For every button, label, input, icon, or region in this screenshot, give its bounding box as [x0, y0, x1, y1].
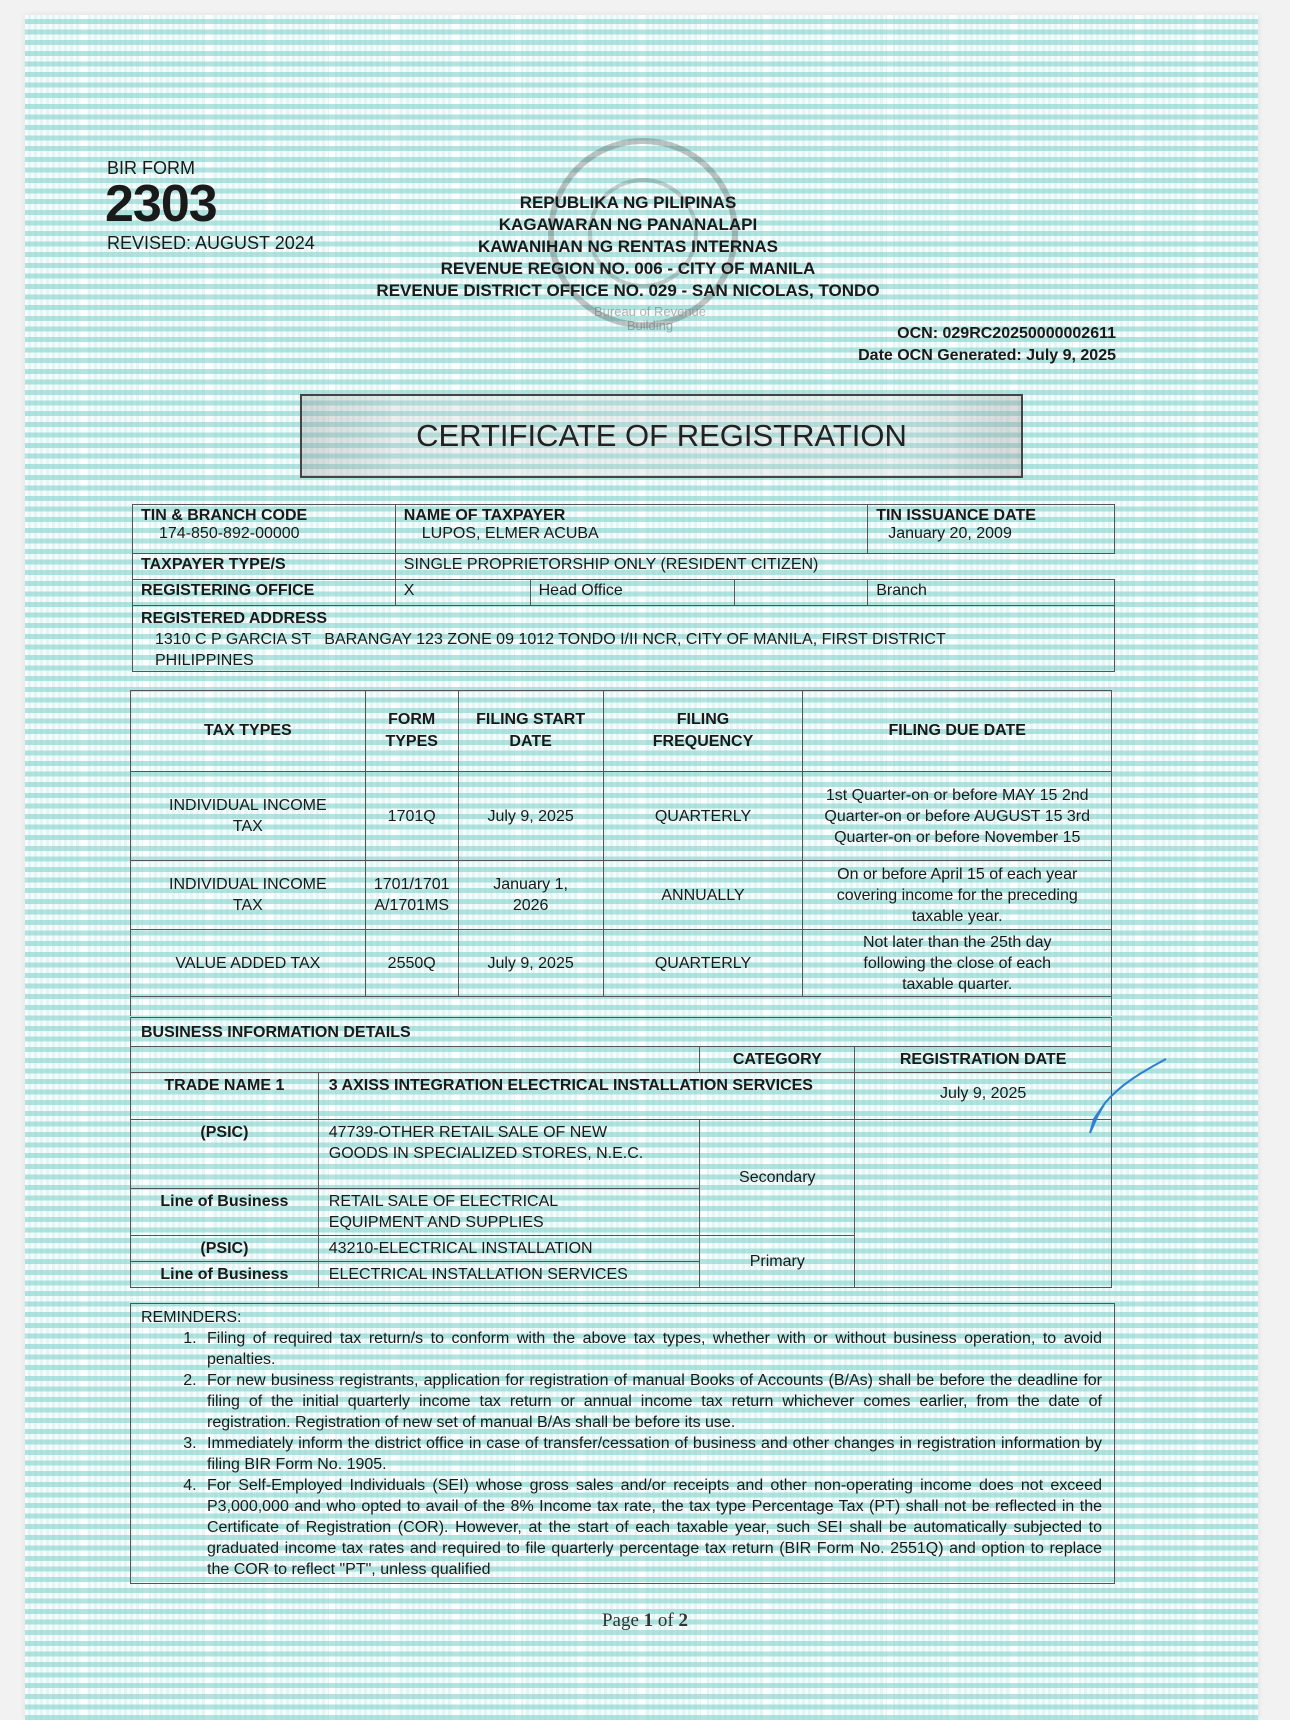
trade-name-label: TRADE NAME 1: [131, 1073, 319, 1120]
ocn-number: OCN: 029RC20250000002611: [897, 325, 1116, 342]
filing-frequency-cell: QUARTERLY: [603, 930, 803, 997]
col-header-filing-frequency: FILING FREQUENCY: [603, 691, 803, 772]
table-row-spacer: [131, 997, 1112, 1017]
col-header-tax-types: TAX TYPES: [131, 691, 366, 772]
psic-value: 47739-OTHER RETAIL SALE OF NEW GOODS IN SPECIALIZED STORES, N.E.C.: [318, 1120, 700, 1189]
reminders-list: [141, 1328, 1102, 1580]
seal-caption-line: Building: [626, 318, 674, 333]
form-type-cell: 1701Q: [365, 772, 458, 861]
certificate-title: CERTIFICATE OF REGISTRATION: [300, 394, 1023, 478]
taxpayer-name-cell: [395, 505, 867, 554]
head-office-label: Head Office: [530, 580, 735, 606]
table-row: [133, 580, 1115, 606]
business-info-table: [130, 1017, 1112, 1288]
branch-label: Branch: [868, 580, 1115, 606]
reminders-title: REMINDERS:: [141, 1309, 242, 1326]
tin-cell: [133, 505, 396, 554]
col-header-filing-start: FILING START DATE: [458, 691, 603, 772]
page-current: 1: [643, 1610, 654, 1631]
header-line-republic: REPUBLIKA NG PILIPINAS: [519, 193, 737, 212]
issuance-date-value: January 20, 2009: [888, 525, 1012, 542]
form-type-cell: 1701/1701A/1701MS: [365, 861, 458, 930]
table-row: [131, 861, 1112, 930]
signature-stroke: [1090, 1059, 1166, 1133]
trade-name-value: 3 AXISS INTEGRATION ELECTRICAL INSTALLATION SERVICES: [318, 1073, 854, 1120]
registering-office-label: REGISTERING OFFICE: [133, 580, 396, 606]
reminder-item: 2. For new business registrants, application for registration of manual Books of Accounts (B/As) shall be before the deadline for filing of the initial quarterly income tax return or annual income tax return whichever comes earlier, from the date of registration. Registration of new set of manual B/As shall be before its use.: [201, 1370, 1102, 1433]
registration-date-value: July 9, 2025: [855, 1073, 1112, 1120]
tax-type-cell: INDIVIDUAL INCOME TAX: [131, 861, 366, 930]
seal-caption-line: Bureau of Revenue: [593, 304, 707, 319]
ocn-date: Date OCN Generated: July 9, 2025: [858, 347, 1116, 364]
category-value: Secondary: [700, 1120, 855, 1236]
taxpayer-name-value: LUPOS, ELMER ACUBA: [421, 525, 599, 542]
reminder-item: 4. For Self-Employed Individuals (SEI) whose gross sales and/or receipts and other non-operating income does not exceed P3,000,000 and who opted to avail of the 8% Income tax rate, the tax type Percentage Tax (PT) shall not be reflected in the Certificate of Registration (COR). However, at the start of each taxable year, such SEI shall be automatically subjected to graduated income tax rates and required to file quarterly percentage tax return (BIR Form No. 2551Q) and option to replace the COR to reflect "PT", unless qualified: [201, 1475, 1102, 1580]
psic-value: 43210-ELECTRICAL INSTALLATION: [318, 1236, 700, 1262]
form-revision: REVISED: AUGUST 2024: [107, 233, 315, 253]
filing-start-cell: July 9, 2025: [458, 930, 603, 997]
reminder-item: 1. Filing of required tax return/s to conform with the above tax types, whether with or without business operation, to avoid penalties.: [201, 1328, 1102, 1370]
table-row: [131, 1018, 1112, 1047]
filing-due-cell: On or before April 15 of each year covering income for the preceding taxable year.: [803, 861, 1112, 930]
taxpayer-type-label: TAXPAYER TYPE/S: [133, 554, 396, 580]
table-row: [133, 505, 1115, 554]
issuance-date-cell: [868, 505, 1115, 554]
table-row: [133, 554, 1115, 580]
signature-mark: [1060, 1055, 1170, 1135]
tax-types-table: [130, 690, 1112, 1016]
psic-label: (PSIC): [131, 1120, 319, 1189]
header-line-district: REVENUE DISTRICT OFFICE NO. 029 - SAN NICOLAS, TONDO: [376, 281, 880, 300]
col-header-form-types: FORM TYPES: [365, 691, 458, 772]
category-value: Primary: [700, 1236, 855, 1288]
table-row: [131, 930, 1112, 997]
psic-label: (PSIC): [131, 1236, 319, 1262]
issuance-date-label: TIN ISSUANCE DATE: [876, 507, 1036, 524]
reminders-box: [130, 1303, 1115, 1584]
tax-type-cell: INDIVIDUAL INCOME TAX: [131, 772, 366, 861]
blank-header-cell: [131, 1047, 700, 1073]
col-header-registration-date: REGISTRATION DATE: [855, 1047, 1112, 1073]
tin-value: 174-850-892-00000: [159, 525, 300, 542]
table-header-row: [131, 691, 1112, 772]
table-row: [131, 772, 1112, 861]
line-of-business-label: Line of Business: [131, 1262, 319, 1288]
business-section-label: BUSINESS INFORMATION DETAILS: [131, 1018, 1112, 1047]
taxpayer-info-table: [132, 504, 1115, 672]
reminder-item: 3. Immediately inform the district office in case of transfer/cessation of business and other changes in registration information by filing BIR Form No. 1905.: [201, 1433, 1102, 1475]
page-mid: of: [653, 1610, 679, 1631]
head-office-mark: X: [395, 580, 530, 606]
registration-date-blank: [855, 1120, 1112, 1288]
tin-label: TIN & BRANCH CODE: [141, 507, 308, 524]
branch-mark: [735, 580, 868, 606]
line-of-business-label: Line of Business: [131, 1189, 319, 1236]
form-label: BIR FORM: [107, 158, 195, 178]
taxpayer-name-label: NAME OF TAXPAYER: [403, 507, 566, 524]
filing-frequency-cell: QUARTERLY: [603, 772, 803, 861]
filing-start-cell: July 9, 2025: [458, 772, 603, 861]
spacer-cell: [131, 997, 1112, 1017]
col-header-category: CATEGORY: [700, 1047, 855, 1073]
table-row: [131, 1073, 1112, 1120]
tax-type-cell: VALUE ADDED TAX: [131, 930, 366, 997]
page-total: 2: [678, 1610, 688, 1631]
table-row: [133, 606, 1115, 672]
seal-caption: [590, 305, 710, 333]
page-prefix: Page: [601, 1610, 644, 1631]
page-indicator: [0, 1610, 1290, 1632]
form-number: 2303: [105, 175, 217, 233]
header-line-department: KAGAWARAN NG PANANALAPI: [498, 215, 758, 234]
filing-start-cell: January 1, 2026: [458, 861, 603, 930]
table-row: [131, 1120, 1112, 1189]
form-type-cell: 2550Q: [365, 930, 458, 997]
registered-address-cell: [133, 606, 1115, 672]
registered-address-label: REGISTERED ADDRESS: [141, 610, 328, 627]
registered-address-line2: PHILIPPINES: [155, 652, 254, 669]
header-line-region: REVENUE REGION NO. 006 - CITY OF MANILA: [440, 259, 816, 278]
line-of-business-value: ELECTRICAL INSTALLATION SERVICES: [318, 1262, 700, 1288]
line-of-business-value: RETAIL SALE OF ELECTRICAL EQUIPMENT AND SUPPLIES: [318, 1189, 700, 1236]
table-header-row: [131, 1047, 1112, 1073]
header-line-bureau: KAWANIHAN NG RENTAS INTERNAS: [477, 237, 779, 256]
filing-frequency-cell: ANNUALLY: [603, 861, 803, 930]
filing-due-cell: 1st Quarter-on or before MAY 15 2nd Quarter-on or before AUGUST 15 3rd Quarter-on or before November 15: [803, 772, 1112, 861]
registered-address-line1: 1310 C P GARCIA ST BARANGAY 123 ZONE 09 1012 TONDO I/II NCR, CITY OF MANILA, FIRST DISTRICT: [155, 631, 946, 648]
filing-due-cell: Not later than the 25th day following the close of each taxable quarter.: [803, 930, 1112, 997]
taxpayer-type-value: SINGLE PROPRIETORSHIP ONLY (RESIDENT CITIZEN): [395, 554, 1114, 580]
col-header-filing-due: FILING DUE DATE: [803, 691, 1112, 772]
